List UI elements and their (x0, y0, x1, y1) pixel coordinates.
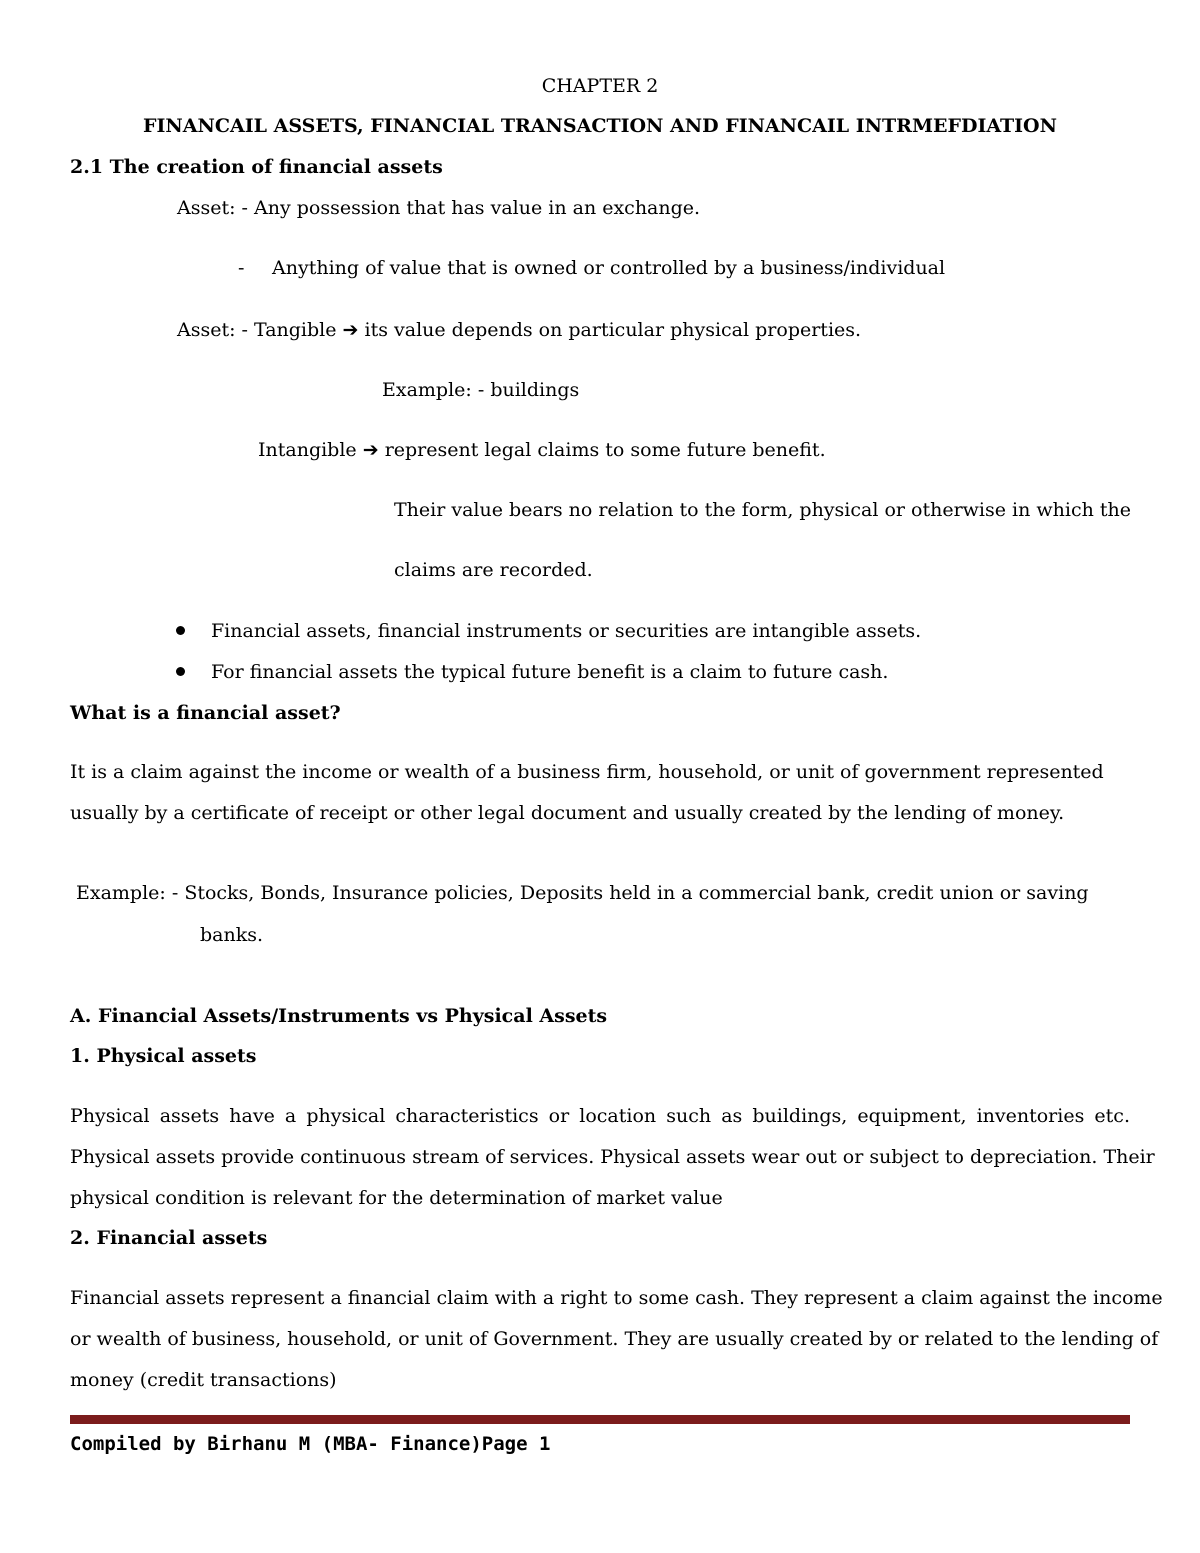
intangible-description: represent legal claims to some future benefit. (384, 439, 826, 461)
bullet-dot-icon (176, 626, 185, 635)
physical-assets-heading: 1. Physical assets (70, 1045, 257, 1067)
financial-assets-line: Financial assets represent a financial claim with a right to some cash. They represent a claim against the income (70, 1287, 1163, 1309)
footer-rule (70, 1415, 1130, 1424)
what-is-line-2: usually by a certificate of receipt or other legal document and usually created by the lending of money. (70, 802, 1065, 824)
example-line-2: banks. (200, 924, 264, 946)
physical-assets-line: Physical assets have a physical characteristics or location such as buildings, equipment, inventories etc. (70, 1105, 1130, 1127)
dash-marker: - (238, 257, 245, 279)
financial-assets-line: or wealth of business, household, or unit of Government. They are usually created by or related to the lending of (70, 1328, 1159, 1350)
bullet-item: Financial assets, financial instruments or securities are intangible assets. (211, 620, 922, 642)
intangible-prefix: Intangible (258, 439, 357, 461)
chapter-label: CHAPTER 2 (541, 75, 659, 97)
section-a-heading: A. Financial Assets/Instruments vs Physical Assets (70, 1005, 608, 1027)
physical-assets-line: physical condition is relevant for the determination of market value (70, 1187, 723, 1209)
intangible-line (258, 438, 826, 462)
what-is-heading: What is a financial asset? (70, 702, 341, 724)
physical-assets-line: Physical assets provide continuous stream of services. Physical assets wear out or subject to depreciation. Their (70, 1146, 1155, 1168)
financial-assets-line: money (credit transactions) (70, 1369, 337, 1391)
asset-definition-2: Anything of value that is owned or controlled by a business/individual (272, 257, 946, 279)
example-line-1: Example: - Stocks, Bonds, Insurance policies, Deposits held in a commercial bank, credit union or saving (76, 882, 1089, 904)
bullet-item: For financial assets the typical future benefit is a claim to future cash. (211, 661, 889, 683)
bullet-dot-icon (176, 667, 185, 676)
page-footer: Compiled by Birhanu M (MBA- Finance)Page 1 (70, 1433, 551, 1455)
chapter-title: FINANCAIL ASSETS, FINANCIAL TRANSACTION AND FINANCAIL INTRMEFDIATION (143, 115, 1057, 137)
intangible-detail-2: claims are recorded. (394, 559, 593, 581)
arrow-right-icon: ➔ (342, 319, 359, 341)
tangible-description: its value depends on particular physical properties. (364, 319, 862, 341)
arrow-right-icon: ➔ (362, 439, 379, 461)
what-is-line-1: It is a claim against the income or wealth of a business firm, household, or unit of government represented (70, 761, 1104, 783)
tangible-line (177, 318, 861, 342)
intangible-detail-1: Their value bears no relation to the form, physical or otherwise in which the (394, 499, 1131, 521)
financial-assets-heading: 2. Financial assets (70, 1227, 268, 1249)
section-heading-2-1: 2.1 The creation of financial assets (70, 156, 443, 178)
asset-definition-1: Asset: - Any possession that has value in an exchange. (177, 197, 701, 219)
tangible-example: Example: - buildings (382, 379, 580, 401)
tangible-prefix: Asset: - Tangible (177, 319, 337, 341)
